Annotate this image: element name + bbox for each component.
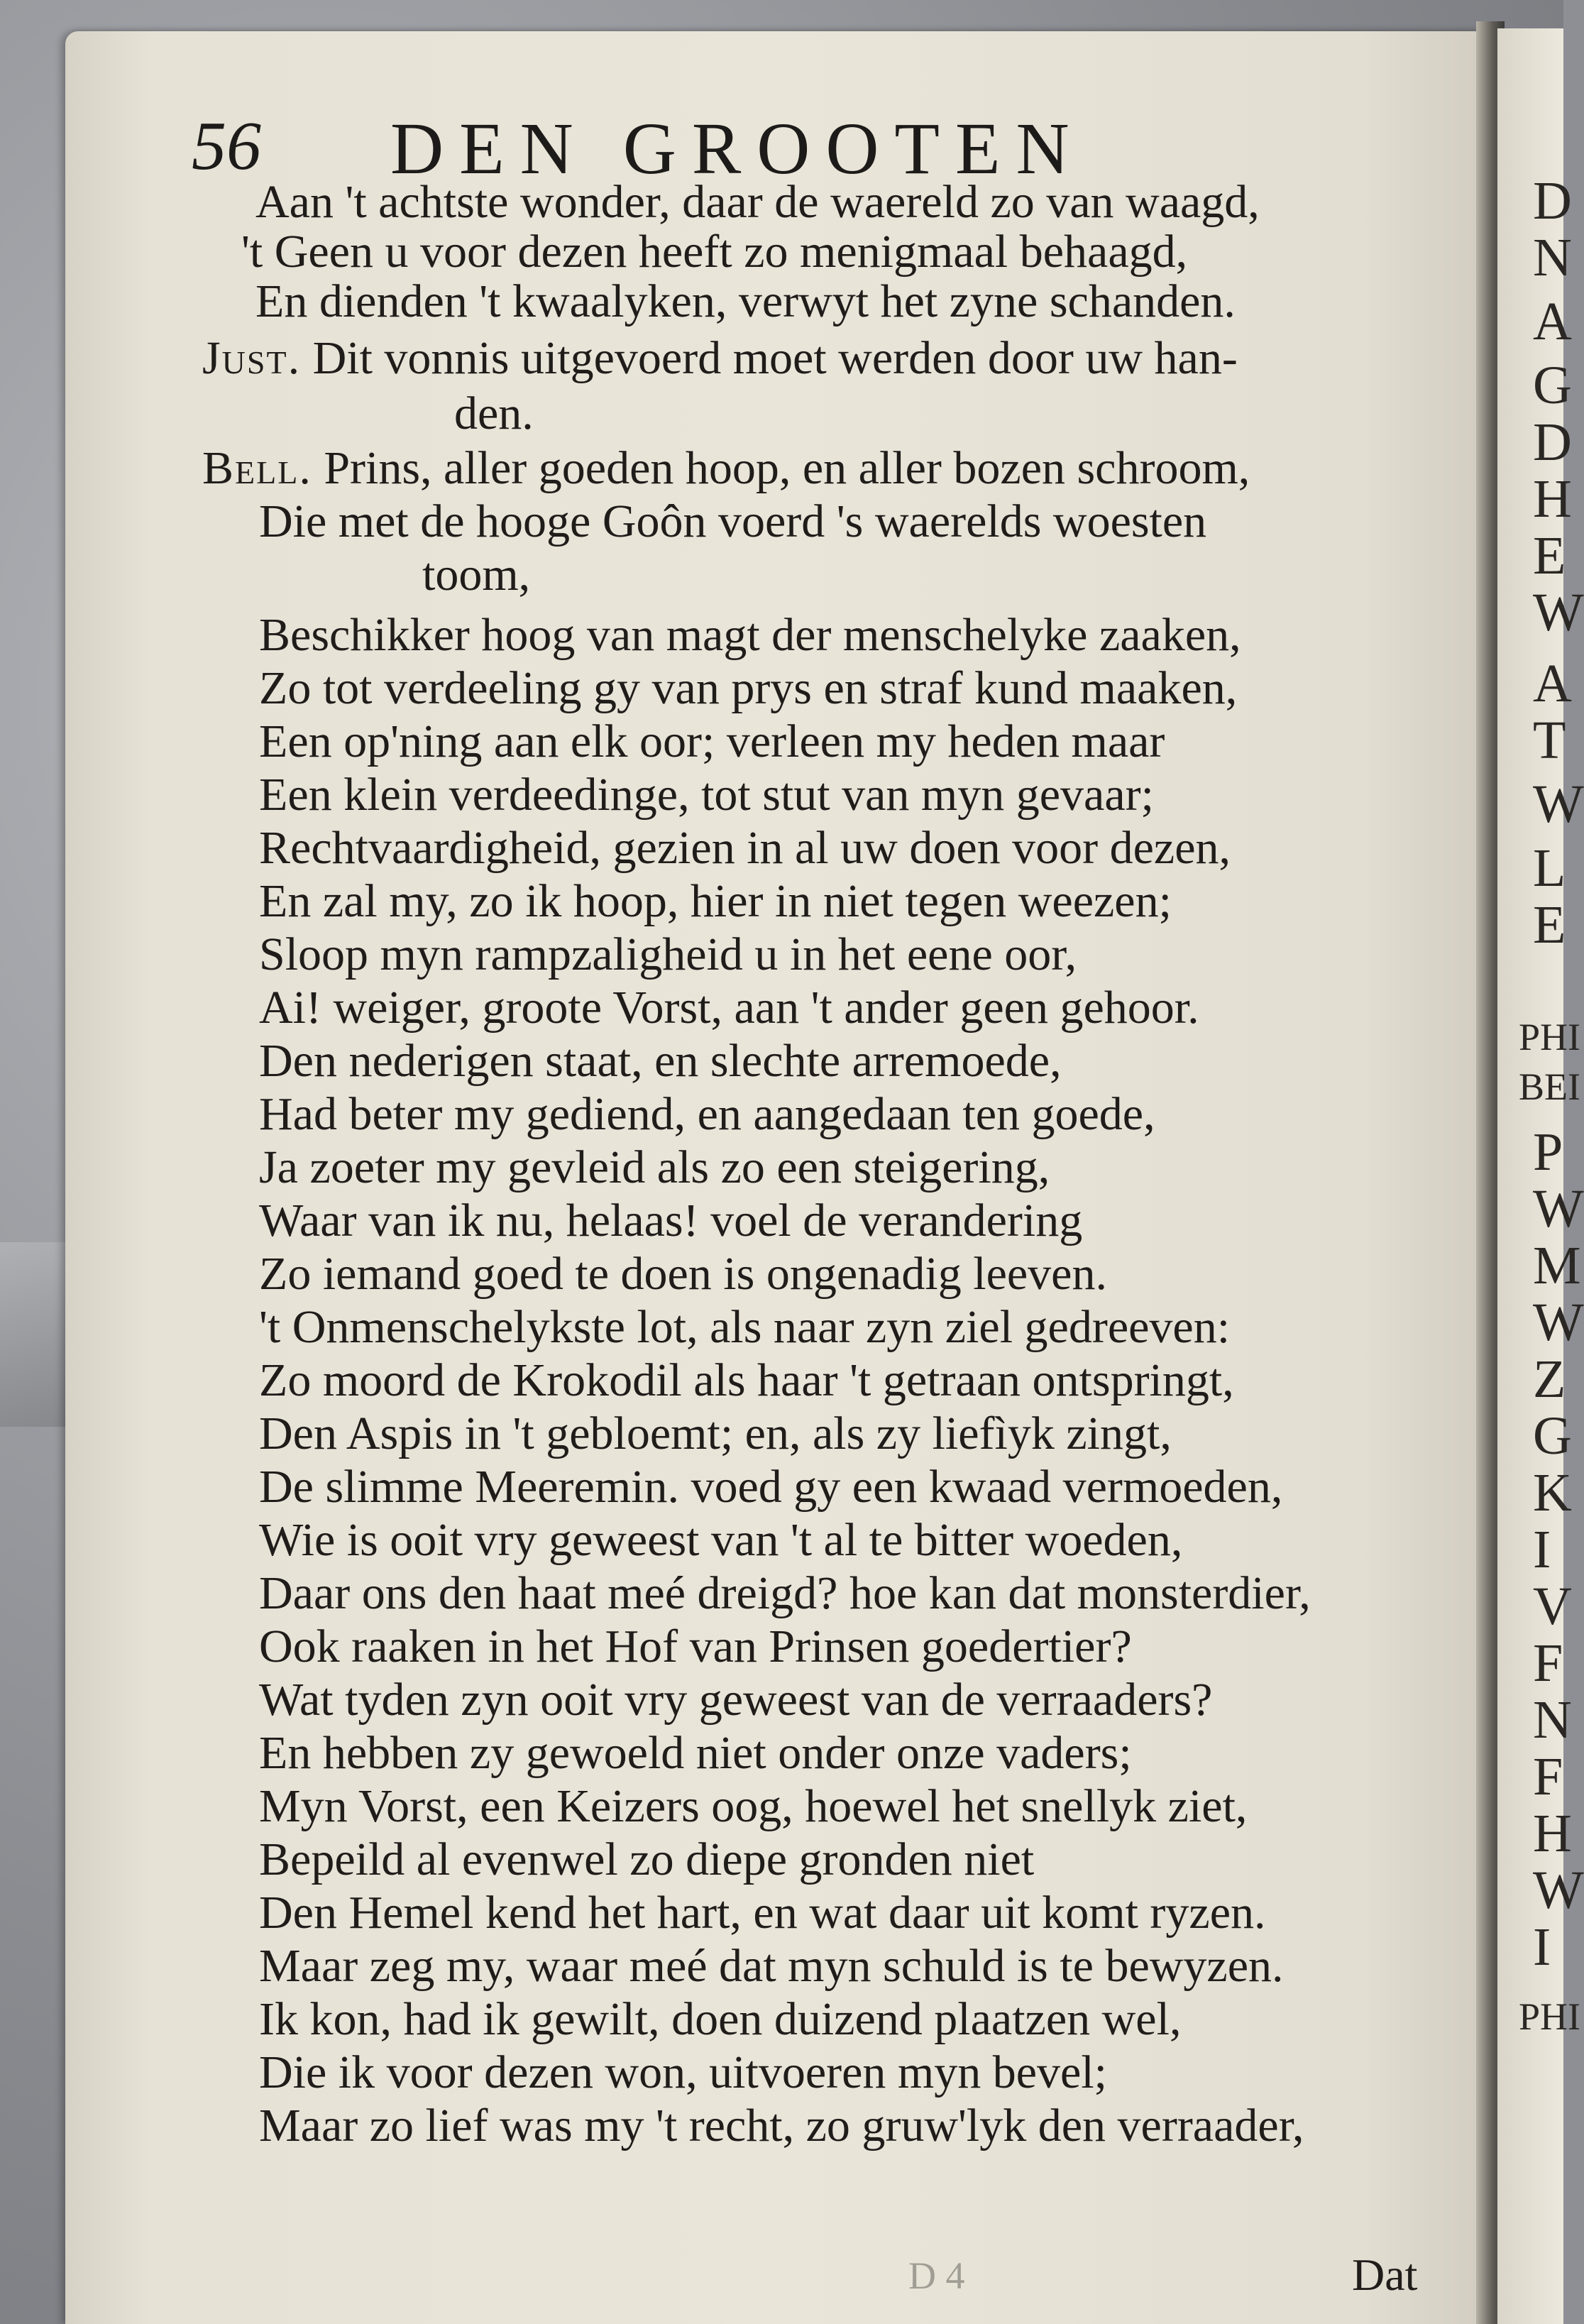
facing-page-glyph: T — [1533, 711, 1566, 770]
verse-line — [259, 1888, 1265, 1938]
line-text: Zo tot verdeeling gy van prys en straf kund maaken, — [259, 662, 1238, 714]
facing-page-glyph: PHI — [1519, 1016, 1581, 1058]
line-text: Ja zoeter my gevleid als zo een steigering, — [259, 1141, 1050, 1193]
verse-line — [259, 1515, 1182, 1565]
line-text: Den nederigen staat, en slechte arremoede, — [259, 1035, 1062, 1087]
line-text: De slimme Meeremin. voed gy een kwaad vermoeden, — [259, 1461, 1283, 1513]
facing-page-glyph: A — [1533, 292, 1572, 351]
line-text: Wat tyden zyn ooit vry geweest van de verraaders? — [259, 1674, 1213, 1726]
line-text: Den Aspis in 't gebloemt; en, als zy liefìyk zingt, — [259, 1408, 1172, 1459]
verse-line — [255, 177, 1260, 227]
verse-line — [259, 930, 1077, 980]
verse-line — [259, 1036, 1062, 1086]
line-text: Die ik voor dezen won, uitvoeren myn bevel; — [259, 2046, 1107, 2098]
line-text: En dienden 't kwaalyken, verwyt het zyne schanden. — [255, 275, 1236, 327]
facing-page-glyph: H — [1533, 469, 1572, 529]
catchword: Dat — [1352, 2249, 1418, 2300]
facing-page-glyph: W — [1533, 774, 1584, 834]
verse-line — [259, 1835, 1034, 1885]
facing-page-glyph: I — [1533, 1917, 1551, 1977]
verse-line — [259, 2048, 1107, 2098]
line-text: Beschikker hoog van magt der menschelyke zaaken, — [259, 609, 1241, 661]
line-text: Had beter my gediend, en aangedaan ten goede, — [259, 1088, 1155, 1140]
line-text: Myn Vorst, een Keizers oog, hoewel het snellyk ziet, — [259, 1780, 1248, 1832]
line-text: En zal my, zo ik hoop, hier in niet tegen weezen; — [259, 875, 1172, 927]
facing-page-edge — [1497, 28, 1584, 2324]
verse-line — [259, 1249, 1107, 1299]
facing-page-glyph: E — [1533, 895, 1566, 955]
verse-line — [202, 334, 1238, 383]
verse-line — [259, 610, 1241, 660]
line-text: Sloop myn rampzaligheid u in het eene oor, — [259, 928, 1077, 980]
facing-page-glyph: D — [1533, 171, 1572, 231]
facing-page-glyph: W — [1533, 1293, 1584, 1352]
line-text: Ook raaken in het Hof van Prinsen goedertier? — [259, 1621, 1132, 1672]
line-text: Dit vonnis uitgevoerd moet werden door uw han- — [301, 332, 1238, 384]
line-text: Een klein verdeedinge, tot stut van myn gevaar; — [259, 769, 1154, 821]
facing-page-glyph: L — [1533, 838, 1566, 898]
facing-page-glyph: E — [1533, 526, 1566, 586]
facing-page-glyph: P — [1533, 1122, 1563, 1182]
line-text: Ik kon, had ik gewilt, doen duizend plaatzen wel, — [259, 1993, 1182, 2045]
verse-line — [259, 823, 1231, 873]
verse-line — [259, 664, 1237, 713]
line-text: Ai! weiger, groote Vorst, aan 't ander geen gehoor. — [259, 982, 1199, 1034]
line-text: Bepeild al evenwel zo diepe gronden niet — [259, 1834, 1035, 1885]
facing-page-glyph: W — [1533, 583, 1584, 642]
verse-line — [241, 227, 1187, 277]
facing-page-glyph: N — [1533, 228, 1572, 287]
verse-line — [259, 1409, 1172, 1459]
facing-page-glyph: W — [1533, 1179, 1584, 1239]
facing-page-glyph: F — [1533, 1633, 1563, 1693]
line-text: Den Hemel kend het hart, en wat daar uit komt ryzen. — [259, 1887, 1266, 1939]
facing-page-glyph: K — [1533, 1463, 1572, 1523]
verse-line — [422, 550, 530, 600]
verse-line — [259, 1462, 1282, 1512]
facing-page-glyph: W — [1533, 1860, 1584, 1920]
line-text: Prins, aller goeden hoop, en aller bozen schroom, — [312, 442, 1250, 494]
verse-line — [259, 1622, 1132, 1672]
line-text: Die met de hooge Goôn voerd 's waerelds woesten — [259, 495, 1207, 547]
verse-line — [259, 497, 1206, 547]
line-text: Zo iemand goed te doen is ongenadig leeven. — [259, 1248, 1107, 1300]
verse-line — [259, 1196, 1082, 1246]
running-title: DEN GROOTEN — [390, 108, 1085, 190]
verse-line — [454, 389, 534, 439]
speaker-name: Bell. — [202, 442, 312, 494]
line-text: Daar ons den haat meé dreigd? hoe kan dat monsterdier, — [259, 1567, 1311, 1619]
verse-line — [259, 1995, 1181, 2044]
verse-line — [259, 1728, 1132, 1778]
facing-page-glyph: PHI — [1519, 1995, 1581, 2038]
verse-line — [202, 444, 1250, 493]
facing-page-glyph: Z — [1533, 1349, 1566, 1409]
verse-line — [259, 2101, 1304, 2151]
line-text: 't Onmenschelykste lot, als naar zyn ziel gedreeven: — [259, 1301, 1231, 1353]
verse-line — [259, 1356, 1234, 1405]
speaker-name: Just. — [202, 332, 302, 384]
verse-line — [259, 1090, 1155, 1139]
page-number: 56 — [192, 108, 261, 185]
facing-page-glyph: M — [1533, 1236, 1581, 1295]
facing-page-glyph: D — [1533, 412, 1572, 472]
line-text: den. — [454, 388, 534, 439]
line-text: Rechtvaardigheid, gezien in al uw doen voor dezen, — [259, 822, 1231, 874]
line-text: En hebben zy gewoeld niet onder onze vaders; — [259, 1727, 1132, 1779]
line-text: Wie is ooit vry geweest van 't al te bitter woeden, — [259, 1514, 1183, 1566]
verse-line — [259, 1782, 1247, 1831]
line-text: Aan 't achtste wonder, daar de waereld zo van waagd, — [255, 176, 1260, 228]
facing-page-glyph: I — [1533, 1520, 1551, 1579]
line-text: toom, — [422, 549, 531, 601]
facing-page-glyph: F — [1533, 1747, 1563, 1807]
facing-page-glyph: V — [1533, 1577, 1572, 1636]
facing-page-glyph: H — [1533, 1804, 1572, 1863]
line-text: Een op'ning aan elk oor; verleen my heden maar — [259, 716, 1165, 767]
verse-line — [259, 1675, 1212, 1725]
verse-line — [259, 877, 1172, 926]
signature-mark: D 4 — [908, 2254, 965, 2297]
line-text: Maar zo lief was my 't recht, zo gruw'lyk den verraader, — [259, 2100, 1304, 2152]
line-text: 't Geen u voor dezen heeft zo menigmaal behaagd, — [241, 226, 1188, 278]
facing-page-glyph: A — [1533, 654, 1572, 713]
verse-line — [259, 1143, 1050, 1193]
facing-page-glyph: BEI — [1519, 1065, 1580, 1108]
facing-page-glyph: G — [1533, 1406, 1572, 1466]
verse-line — [259, 717, 1165, 767]
verse-line — [259, 983, 1199, 1033]
verse-line — [259, 770, 1154, 820]
line-text: Zo moord de Krokodil als haar 't getraan ontspringt, — [259, 1354, 1234, 1406]
verse-line — [259, 1569, 1311, 1618]
facing-page-glyph: G — [1533, 356, 1572, 415]
verse-line — [259, 1941, 1284, 1991]
line-text: Maar zeg my, waar meé dat myn schuld is te bewyzen. — [259, 1940, 1284, 1992]
facing-page-glyph: N — [1533, 1690, 1572, 1750]
line-text: Waar van ik nu, helaas! voel de verandering — [259, 1195, 1083, 1246]
verse-line — [255, 277, 1236, 327]
verse-line — [259, 1303, 1230, 1352]
